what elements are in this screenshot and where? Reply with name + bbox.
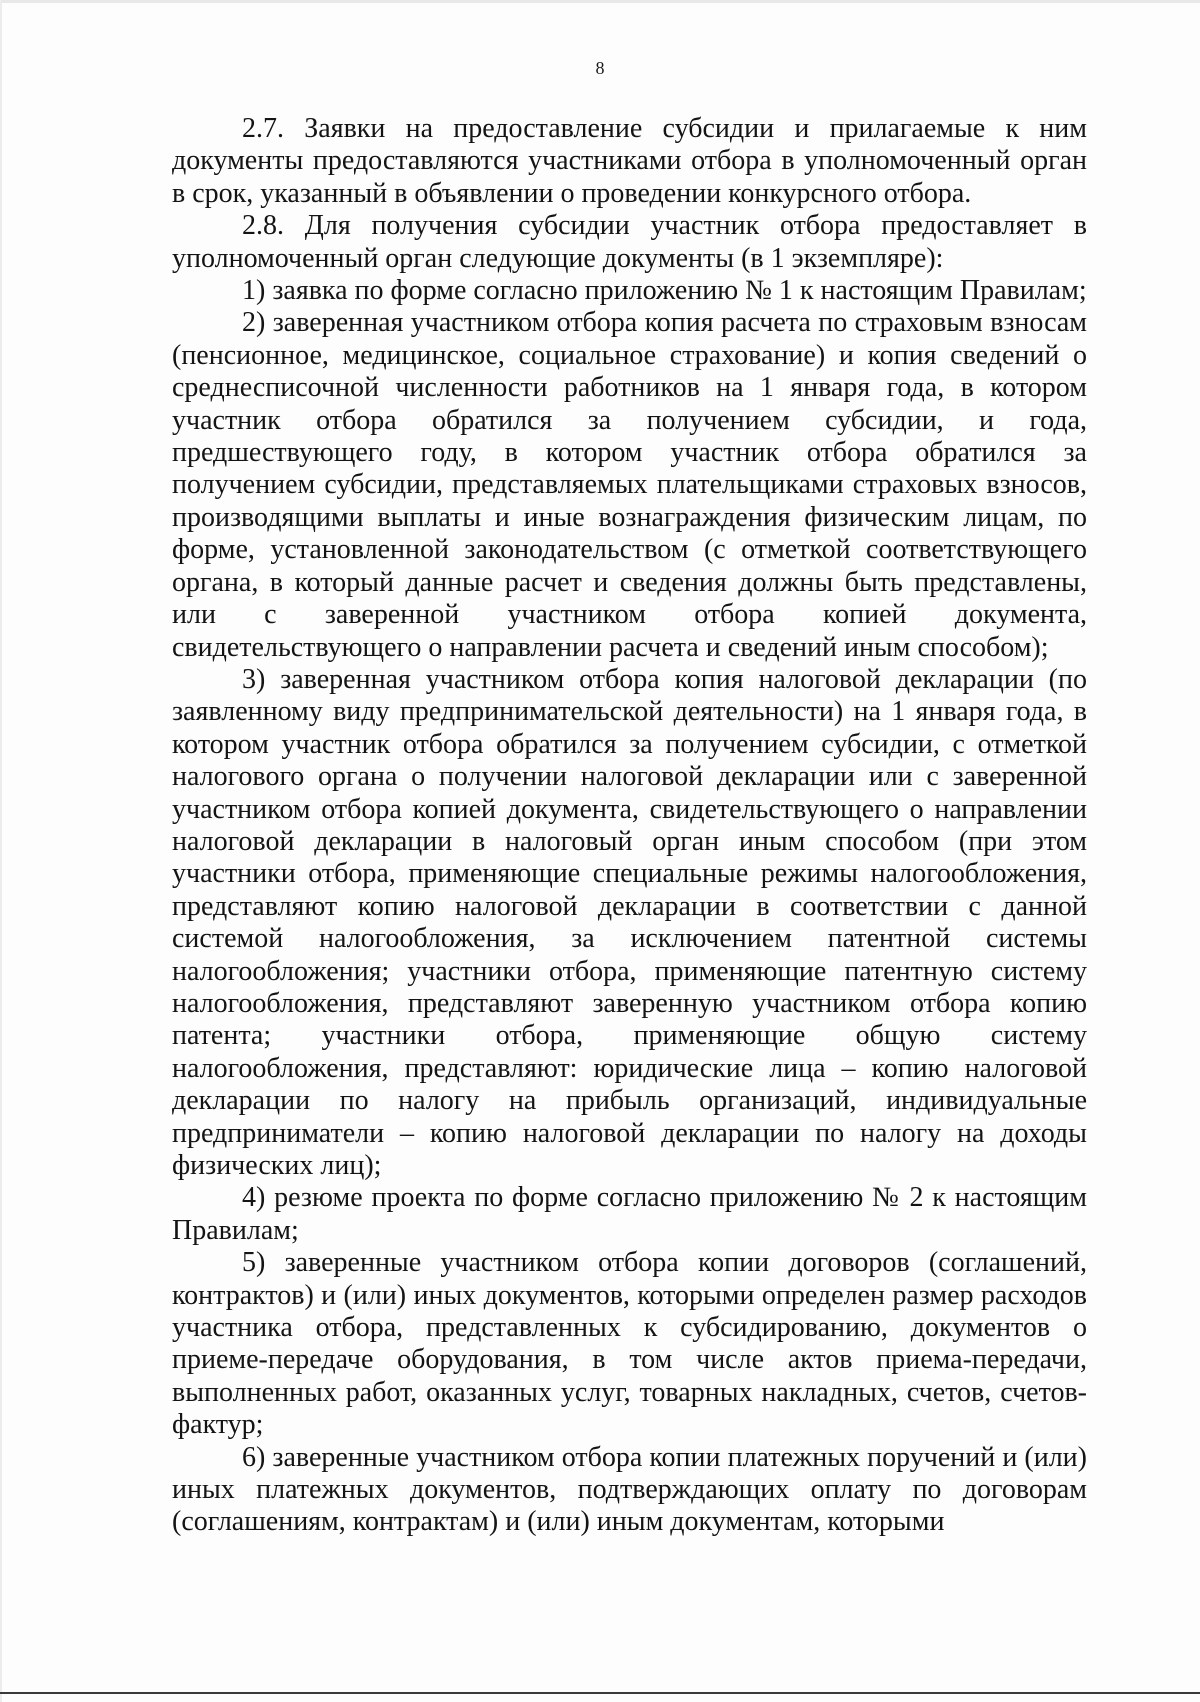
scan-edge-bottom [0, 1692, 1200, 1694]
paragraph-2-7: 2.7. Заявки на предоставление субсидии и прилагаемые к ним документы предоставляются участниками отбора в уполномоченный орган в срок, указанный в объявлении о проведении конкурсного отбора. [172, 113, 1087, 209]
document-body [172, 113, 1087, 1539]
page-number: 8 [595, 58, 605, 78]
scan-edge-left [0, 0, 2, 1702]
list-item-2: 2) заверенная участником отбора копия расчета по страховым взносам (пенсионное, медицинское, социальное страхование) и копия сведений о среднесписочной численности работников на 1 января года, в котором участник отбора обратился за получением субсидии, и года, предшествующего году, в котором участник отбора обратился за получением субсидии, представляемых плательщиками страховых взносов, производящими выплаты и иные вознаграждения физическим лицам, по форме, установленной законодательством (с отметкой соответствующего органа, в который данные расчет и сведения должны быть представлены, или с заверенной участником отбора копией документа, свидетельствующего о направлении расчета и сведений иным способом); [172, 307, 1087, 663]
paragraph-2-8: 2.8. Для получения субсидии участник отбора предоставляет в уполномоченный орган следующие документы (в 1 экземпляре): [172, 210, 1087, 274]
list-item-5: 5) заверенные участником отбора копии договоров (соглашений, контрактов) и (или) иных документов, которыми определен размер расходов участника отбора, представленных к субсидированию, документов о приеме-передаче оборудования, в том числе актов приема-передачи, выполненных работ, оказанных услуг, товарных накладных, счетов, счетов-фактур; [172, 1247, 1087, 1441]
scan-edge-top [0, 0, 1200, 3]
list-item-6: 6) заверенные участником отбора копии платежных поручений и (или) иных платежных документов, подтверждающих оплату по договорам (соглашениям, контрактам) и (или) иным документам, которыми [172, 1441, 1087, 1538]
list-item-4: 4) резюме проекта по форме согласно приложению № 2 к настоящим Правилам; [172, 1182, 1087, 1246]
list-item-3: 3) заверенная участником отбора копия налоговой декларации (по заявленному виду предпринимательской деятельности) на 1 января года, в котором участник отбора обратился за получением субсидии, с отметкой налогового органа о получении налоговой декларации или с заверенной участником отбора копией документа, свидетельствующего о направлении налоговой декларации в налоговый орган иным способом (при этом участники отбора, применяющие специальные режимы налогообложения, представляют копию налоговой декларации в соответствии с данной системой налогообложения, за исключением патентной системы налогообложения; участники отбора, применяющие патентную систему налогообложения, представляют заверенную участником отбора копию патента; участники отбора, применяющие общую систему налогообложения, представляют: юридические лица – копию налоговой декларации по налогу на прибыль организаций, индивидуальные предприниматели – копию налоговой декларации по налогу на доходы физических лиц); [172, 663, 1087, 1181]
list-item-1: 1) заявка по форме согласно приложению № 1 к настоящим Правилам; [242, 275, 1087, 307]
